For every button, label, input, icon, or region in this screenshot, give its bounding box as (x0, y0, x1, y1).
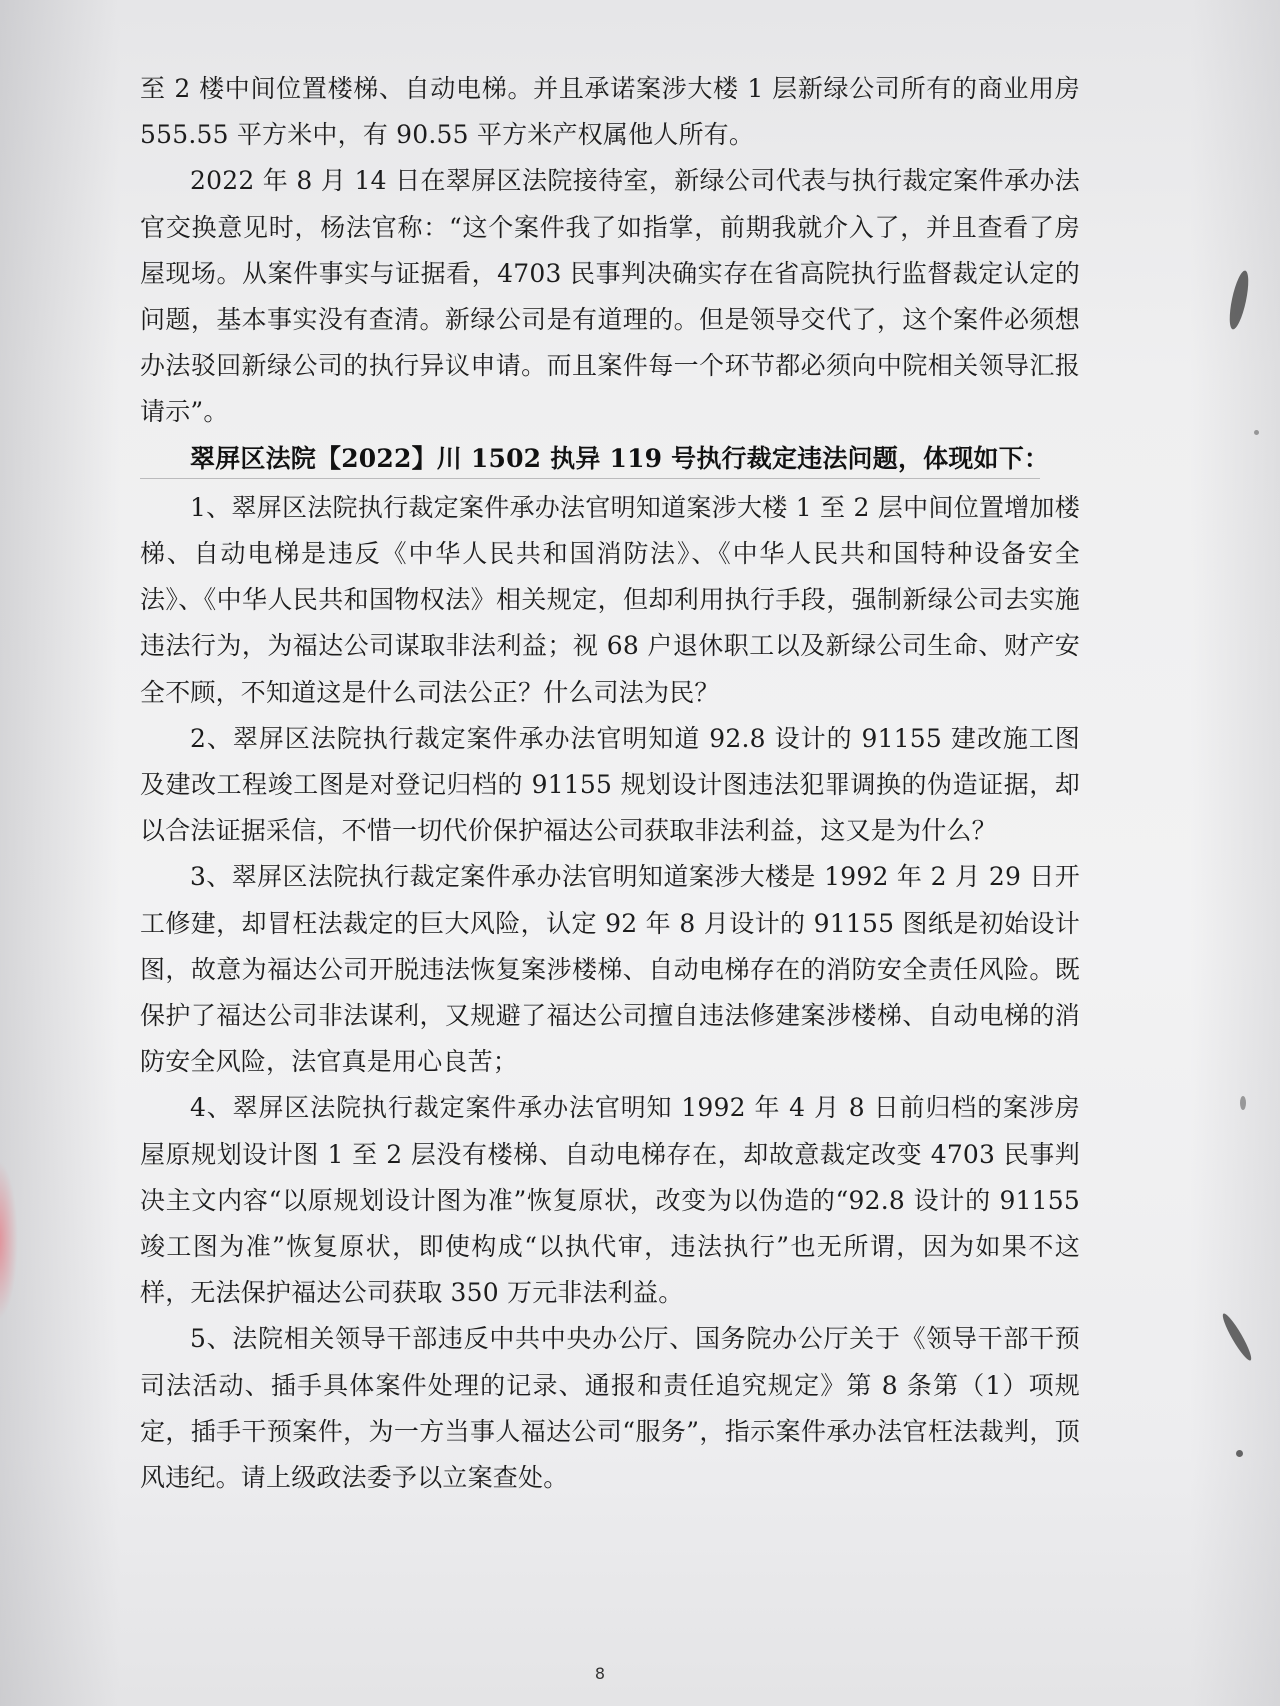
ink-stain (1236, 1450, 1243, 1457)
ink-stain (1254, 430, 1259, 435)
page-number: 8 (594, 1664, 606, 1683)
page-shadow-right (1190, 0, 1280, 1706)
paragraph-item-4: 4、翠屏区法院执行裁定案件承办法官明知 1992 年 4 月 8 日前归档的案涉房屋原规划设计图 1 至 2 层没有楼梯、自动电梯存在，却故意裁定改变 4703 民事判决主文内容“以原规划设计图为准”恢复原状，改变为以伪造的“92.8 设计的 91155 竣工图为准”恢复原状，即使构成“以执代审，违法执行”也无所谓，因为如果不这样，无法保护福达公司获取 350 万元非法利益。 (140, 1093, 1080, 1308)
paragraph-item-3: 3、翠屏区法院执行裁定案件承办法官明知道案涉大楼是 1992 年 2 月 29 日开工修建，却冒枉法裁定的巨大风险，认定 92 年 8 月设计的 91155 图纸是初始设计图，故意为福达公司开脱违法恢复案涉楼梯、自动电梯存在的消防安全责任风险。既保护了福达公司非法谋利，又规避了福达公司擅自违法修建案涉楼梯、自动电梯的消防安全风险，法官真是用心良苦； (140, 862, 1080, 1077)
section-heading: 翠屏区法院【2022】川 1502 执异 119 号执行裁定违法问题，体现如下： (190, 443, 1050, 473)
ink-stain (1240, 1096, 1246, 1110)
paragraph-continuation: 至 2 楼中间位置楼梯、自动电梯。并且承诺案涉大楼 1 层新绿公司所有的商业用房 555.55 平方米中，有 90.55 平方米产权属他人所有。 (140, 74, 1080, 150)
paragraph-item-2: 2、翠屏区法院执行裁定案件承办法官明知道 92.8 设计的 91155 建改施工图及建改工程竣工图是对登记归档的 91155 规划设计图违法犯罪调换的伪造证据，却以合法证据采信，不惜一切代价保护福达公司获取非法利益，这又是为什么？ (140, 723, 1080, 846)
paragraph-item-5: 5、法院相关领导干部违反中共中央办公厅、国务院办公厅关于《领导干部干预司法活动、插手具体案件处理的记录、通报和责任追究规定》第 8 条第（1）项规定，插手干预案件，为一方当事人福达公司“服务”，指示案件承办法官枉法裁判，顶风违纪。请上级政法委予以立案查处。 (140, 1324, 1080, 1493)
document-body (140, 66, 1080, 1501)
paragraph-meeting: 2022 年 8 月 14 日在翠屏区法院接待室，新绿公司代表与执行裁定案件承办法官交换意见时，杨法官称：“这个案件我了如指掌，前期我就介入了，并且查看了房屋现场。从案件事实与证据看，4703 民事判决确实存在省高院执行监督裁定认定的问题，基本事实没有查清。新绿公司是有道理的。但是领导交代了，这个案件必须想办法驳回新绿公司的执行异议申请。而且案件每一个环节都必须向中院相关领导汇报请示”。 (140, 166, 1080, 427)
paragraph-item-1: 1、翠屏区法院执行裁定案件承办法官明知道案涉大楼 1 至 2 层中间位置增加楼梯、自动电梯是违反《中华人民共和国消防法》、《中华人民共和国特种设备安全法》、《中华人民共和国物权法》相关规定，但却利用执行手段，强制新绿公司去实施违法行为，为福达公司谋取非法利益；视 68 户退休职工以及新绿公司生命、财产安全不顾，不知道这是什么司法公正？什么司法为民？ (140, 492, 1080, 707)
page-shadow-left (0, 0, 120, 1706)
